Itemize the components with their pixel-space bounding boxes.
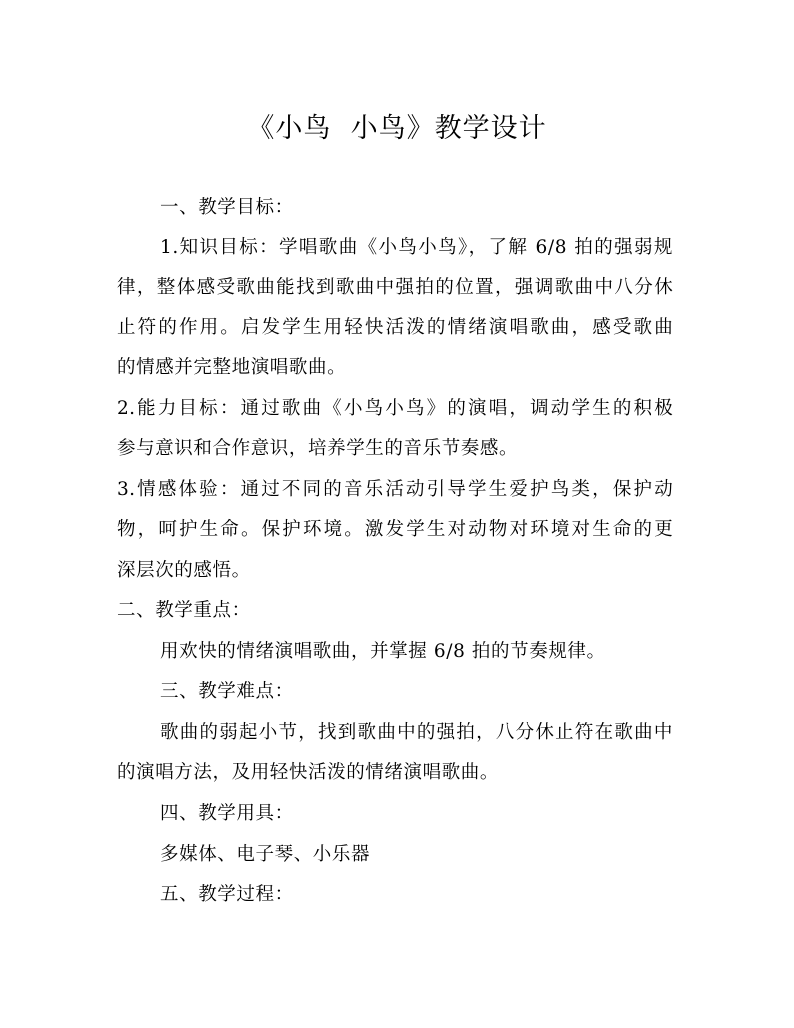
document-title: 《小鸟 小鸟》教学设计 xyxy=(247,113,547,144)
section-heading-difficulties: 三、教学难点： xyxy=(160,681,294,702)
paragraph-line: 歌曲的弱起小节，找到歌曲中的强拍，八分休止符在歌曲中 xyxy=(160,722,673,743)
paragraph-line: 3.情感体验：通过不同的音乐活动引导学生爱护鸟类，保护动 xyxy=(117,479,673,500)
section-heading-teaching-aids: 四、教学用具： xyxy=(160,803,294,824)
paragraph-line: 物，呵护生命。保护环境。激发学生对动物对环境对生命的更 xyxy=(117,519,673,540)
paragraph-line: 的演唱方法，及用轻快活泼的情绪演唱歌曲。 xyxy=(117,762,500,783)
paragraph-line: 用欢快的情绪演唱歌曲，并掌握 6/8 拍的节奏规律。 xyxy=(160,641,606,662)
paragraph-line: 止符的作用。启发学生用轻快活泼的情绪演唱歌曲，感受歌曲 xyxy=(117,317,673,338)
section-heading-process: 五、教学过程： xyxy=(160,884,294,905)
paragraph-line: 1.知识目标：学唱歌曲《小鸟小鸟》，了解 6/8 拍的强弱规 xyxy=(160,237,673,258)
paragraph-line: 多媒体、电子琴、小乐器 xyxy=(160,844,371,865)
paragraph-line: 律，整体感受歌曲能找到歌曲中强拍的位置，强调歌曲中八分休 xyxy=(117,277,673,298)
paragraph-line: 参与意识和合作意识，培养学生的音乐节奏感。 xyxy=(117,438,519,459)
section-heading-key-points: 二、教学重点： xyxy=(117,600,251,621)
paragraph-line: 深层次的感悟。 xyxy=(117,560,251,581)
section-heading-objectives: 一、教学目标： xyxy=(160,197,294,218)
paragraph-line: 的情感并完整地演唱歌曲。 xyxy=(117,357,347,378)
paragraph-line: 2.能力目标：通过歌曲《小鸟小鸟》的演唱，调动学生的积极 xyxy=(117,398,673,419)
